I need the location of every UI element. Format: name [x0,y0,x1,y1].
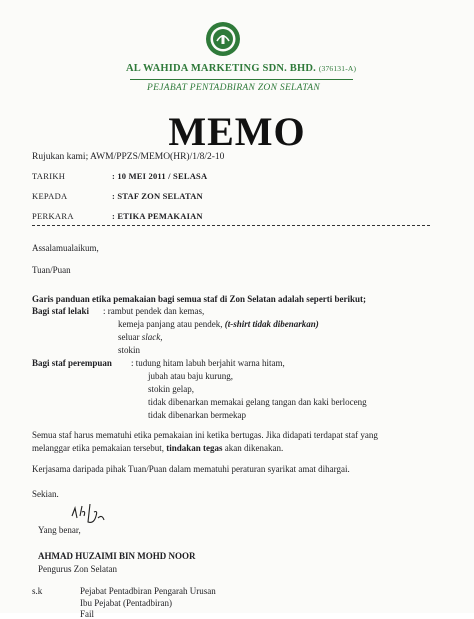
salutation: Tuan/Puan [32,265,71,275]
signatory-position: Pengurus Zon Selatan [38,564,117,574]
company-seal-icon [205,21,241,57]
signatory-name: AHMAD HUZAIMI BIN MOHD NOOR [38,551,196,561]
handwritten-signature [68,498,108,526]
cc-label: s.k [32,586,43,596]
cc-item: Ibu Pejabat (Pentadbiran) [80,598,172,608]
letterhead-divider [130,79,353,80]
office-name: PEJABAT PENTADBIRAN ZON SELATAN [147,83,320,93]
closing: Sekian. [32,489,59,499]
cc-item: Fail [80,609,95,619]
date-label: TARIKH [32,171,66,181]
compliance-paragraph-line: Semua staf harus mematuhi etika pemakaian ini ketika bertugas. Jika didapati terdapat staf yang [32,430,378,440]
cc-item: Pejabat Pentadbiran Pengarah Urusan [80,586,216,596]
reference-number: Rujukan kami; AWM/PPZS/MEMO(HR)/1/8/2-10 [32,152,225,162]
to-value: : STAF ZON SELATAN [112,191,203,201]
header-divider [32,225,430,226]
slack-text: slack, [141,332,163,342]
compliance-paragraph-line: melanggar etika pemakaian tersebut, tindakan tegas akan dikenakan. [32,443,284,453]
male-item: : rambut pendek dan kemas, [103,306,205,316]
female-item: stokin gelap, [148,384,194,394]
male-item: seluar slack, [118,332,163,342]
strict-action-text: tindakan tegas [166,443,223,453]
memo-title: MEMO [168,109,306,154]
female-item: tidak dibenarkan bermekap [148,410,246,420]
company-registration: (376131-A) [318,64,357,73]
date-value: : 10 MEI 2011 / SELASA [112,171,208,181]
greeting: Assalamualaikum, [32,243,99,253]
subject-value: : ETIKA PEMAKAIAN [112,211,203,221]
female-item: jubah atau baju kurung, [148,371,233,381]
female-item: tidak dibenarkan memakai gelang tangan dan kaki berloceng [148,397,367,407]
male-item: stokin [118,345,141,355]
company-name: AL WAHIDA MARKETING SDN. BHD. (376131-A) [126,63,357,74]
male-staff-label: Bagi staf lelaki [32,306,90,316]
subject-label: PERKARA [32,211,74,221]
female-staff-label: Bagi staf perempuan [32,358,112,368]
intro-paragraph: Garis panduan etika pemakaian bagi semua staf di Zon Selatan adalah seperti berikut; [32,294,367,304]
yours-truly: Yang benar, [38,525,81,535]
male-item: kemeja panjang atau pendek, (t-shirt tidak dibenarkan) [118,319,319,329]
tshirt-note: (t-shirt tidak dibenarkan) [224,319,319,329]
to-label: KEPADA [32,191,68,201]
female-item: : tudung hitam labuh berjahit warna hitam, [131,358,285,368]
cooperation-paragraph: Kerjasama daripada pihak Tuan/Puan dalam mematuhi peraturan syarikat amat dihargai. [32,464,350,474]
